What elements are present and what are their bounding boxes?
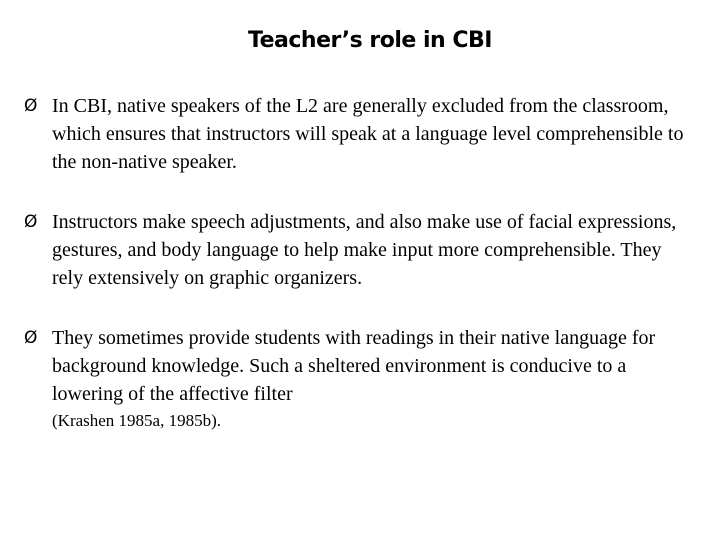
bullet-text: Instructors make speech adjustments, and also make use of facial expressions, gestures, and body language to help make input more comprehensible. They rely extensively on graphic organizers. (52, 211, 677, 289)
bullet-text: In CBI, native speakers of the L2 are generally excluded from the classroom, which ensures that instructors will speak at a language level comprehensible to the non-native speaker. (52, 95, 684, 173)
bullet-item (24, 324, 694, 434)
bullet-item (24, 92, 694, 176)
arrow-bullet-icon: Ø (24, 212, 38, 232)
arrow-bullet-icon: Ø (24, 96, 38, 116)
bullet-item (24, 208, 694, 292)
slide-title: Teacher’s role in CBI (248, 28, 492, 53)
bullet-list (24, 92, 694, 466)
arrow-bullet-icon: Ø (24, 328, 38, 348)
bullet-text: They sometimes provide students with readings in their native language for background knowledge. Such a sheltered environment is conducive to a lowering of the affective filter (52, 327, 656, 405)
citation: (Krashen 1985a, 1985b). (52, 411, 222, 430)
